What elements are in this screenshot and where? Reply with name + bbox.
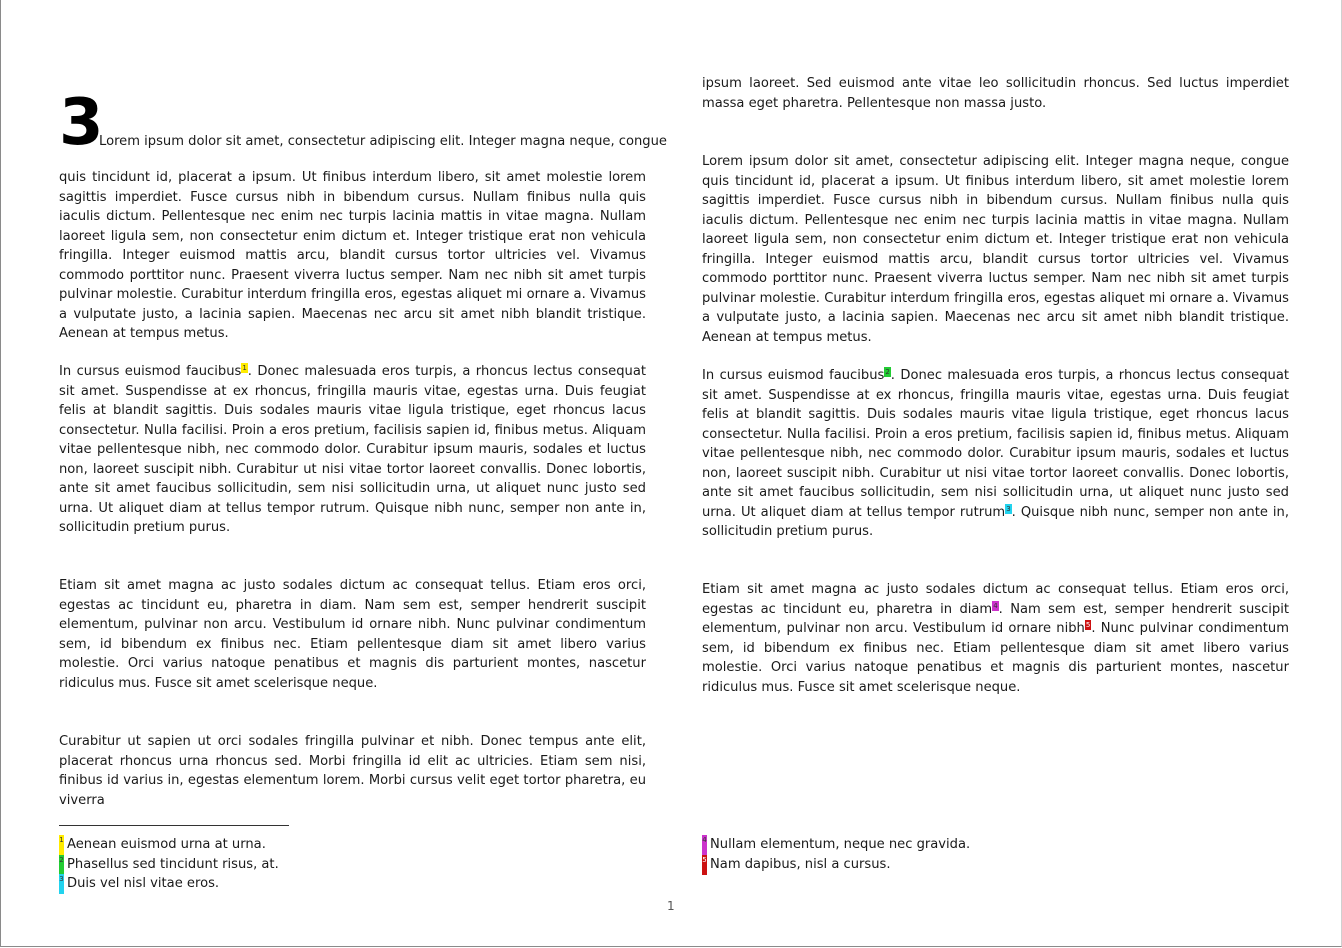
text-run: Etiam sit amet magna ac justo sodales dictum ac consequat tellus. Etiam eros orci, egestas ac tincidunt eu, pharetra in diam [702,582,1289,617]
drop-cap-chapter-number: 3 [59,86,104,160]
page-number: 1 [667,899,675,913]
footnote-4 [702,835,970,855]
footnote-mark[interactable]: 4 [702,835,707,855]
drop-cap-row [59,86,667,160]
text-run: . Quisque nibh nunc, semper non ante in, sollicitudin pretium purus. [702,504,1290,539]
right-footnotes [702,835,970,874]
text-run: In cursus euismod faucibus [702,368,885,383]
footnote-text: Nam dapibus, nisl a cursus. [710,856,891,872]
footnote-text: Phasellus sed tincidunt risus, at. [67,856,279,872]
left-paragraph-2 [59,362,646,538]
paragraph-text [59,362,646,538]
footnote-ref-4[interactable]: 4 [993,601,998,610]
text-run: . Nam sem est, semper hendrerit suscipit elementum, pulvinar non arcu. Vestibulum id ornare nibh [702,601,1289,636]
footnote-text: Duis vel nisl vitae eros. [67,876,220,891]
paragraph-text: quis tincidunt id, placerat a ipsum. Ut finibus interdum libero, sit amet molestie lorem sagittis imperdiet. Fusce cursus nibh in bibendum cursus. Nullam finibus nulla quis iaculis dictum. Pellentesque nec enim nec turpis lacinia mattis in vitae magna. Nullam laoreet ligula sem, non consectetur enim dictum et. Integer tristique erat non vehicula fringilla. Integer euismod mattis arcu, blandit cursus tortor ultricies vel. Vivamus commodo porttitor nunc. Praesent viverra luctus semper. Nam nec nibh sit amet turpis pulvinar molestie. Curabitur interdum fringilla eros, egestas aliquet mi ornare a. Vivamus a vulputate justo, a lacinia sapien. Maecenas nec arcu sit amet nibh blandit tristique. Aenean at tempus metus. [59,170,646,341]
footnote-ref-2[interactable]: 2 [885,368,890,376]
right-paragraph-1 [702,152,1289,347]
right-paragraph-0 [702,74,1289,113]
footnote-separator [59,825,289,826]
right-paragraph-2 [702,366,1289,542]
text-run: . Donec malesuada eros turpis, a rhoncus lectus consequat sit amet. Suspendisse at ex rhoncus, fringilla mauris vitae, egestas urna. Duis feugiat felis at blandit sagittis. Duis sodales mauris vitae ligula tristique, eget rhoncus lacus consectetur. Nulla facilisi. Proin a eros pretium, facilisis sapien id, finibus metus. Aliquam vitae pellentesque nibh, nec commodo dolor. Curabitur ipsum mauris, sodales et luctus non, laoreet suscipit nibh. Curabitur ut nisi vitae tortor laoreet convallis. Donec lobortis, ante sit amet faucibus sollicitudin, sem nisi sollicitudin urna, ut aliquet nunc justo sed urna. Ut aliquet diam at tellus tempor rutrum. Quisque nibh nunc, semper non ante in, sollicitudin pretium purus. [59,364,647,535]
right-paragraph-3 [702,580,1289,697]
footnote-mark[interactable]: 2 [59,855,64,875]
footnote-mark[interactable]: 3 [59,874,64,894]
footnote-2 [59,855,279,875]
text-run: In cursus euismod faucibus [59,364,242,379]
text-run: . Donec malesuada eros turpis, a rhoncus lectus consequat sit amet. Suspendisse at ex rhoncus, fringilla mauris vitae, egestas urna. Duis feugiat felis at blandit sagittis. Duis sodales mauris vitae ligula tristique, eget rhoncus lacus consectetur. Nulla facilisi. Proin a eros pretium, facilisis sapien id, finibus metus. Aliquam vitae pellentesque nibh, nec commodo dolor. Curabitur ipsum mauris, sodales et luctus non, laoreet suscipit nibh. Curabitur ut nisi vitae tortor laoreet convallis. Donec lobortis, ante sit amet faucibus sollicitudin, sem nisi sollicitudin urna, ut aliquet nunc justo sed urna. Ut aliquet diam at tellus tempor rutrum [702,368,1290,520]
footnote-ref-1[interactable]: 1 [242,364,247,372]
footnote-5 [702,855,970,875]
text-run: . Nunc pulvinar condimentum sem, id bibendum ex finibus nec. Etiam pellentesque diam sit amet libero varius molestie. Orci varius natoque penatibus et magnis dis parturient montes, nascetur ridiculus mus. Fusce sit amet scelerisque neque. [702,621,1289,695]
left-footnotes [59,835,279,894]
left-paragraph-1 [59,168,646,344]
footnote-mark[interactable]: 5 [702,855,707,875]
footnote-ref-5[interactable]: 5 [1085,621,1091,629]
first-line: Lorem ipsum dolor sit amet, consectetur adipiscing elit. Integer magna neque, congue [99,134,667,149]
left-paragraph-3 [59,576,646,693]
footnote-text: Nullam elementum, neque nec gravida. [710,837,971,852]
paragraph-text: Curabitur ut sapien ut orci sodales fringilla pulvinar et nibh. Donec tempus ante elit, placerat rhoncus urna rhoncus sed. Morbi fringilla id elit ac ultricies. Etiam sem nisi, finibus id varius in, egestas elementum lorem. Morbi cursus velit eget tortor pharetra, eu viverra [59,734,646,808]
footnote-ref-3[interactable]: 3 [1006,504,1011,513]
paragraph-text: ipsum laoreet. Sed euismod ante vitae leo sollicitudin rhoncus. Sed luctus imperdiet massa eget pharetra. Pellentesque non massa justo. [702,76,1289,111]
footnote-text: Aenean euismod urna at urna. [67,837,266,852]
paragraph-text: Etiam sit amet magna ac justo sodales dictum ac consequat tellus. Etiam eros orci, egestas ac tincidunt eu, pharetra in diam. Nam sem est, semper hendrerit suscipit elementum, pulvinar non arcu. Vestibulum id ornare nibh. Nunc pulvinar condimentum sem, id bibendum ex finibus nec. Etiam pellentesque diam sit amet libero varius molestie. Orci varius natoque penatibus et magnis dis parturient montes, nascetur ridiculus mus. Fusce sit amet scelerisque neque. [59,578,646,691]
paragraph-text [702,580,1289,697]
footnote-3 [59,874,279,894]
footnote-mark[interactable]: 1 [59,835,64,855]
left-paragraph-4 [59,732,646,810]
paragraph-text [702,366,1289,542]
paragraph-text: Lorem ipsum dolor sit amet, consectetur adipiscing elit. Integer magna neque, congue quis tincidunt id, placerat a ipsum. Ut finibus interdum libero, sit amet molestie lorem sagittis imperdiet. Fusce cursus nibh in bibendum cursus. Nullam finibus nulla quis iaculis dictum. Pellentesque nec enim nec turpis lacinia mattis in vitae magna. Nullam laoreet ligula sem, non consectetur enim dictum et. Integer tristique erat non vehicula fringilla. Integer euismod mattis arcu, blandit cursus tortor ultricies vel. Vivamus commodo porttitor nunc. Praesent viverra luctus semper. Nam nec nibh sit amet turpis pulvinar molestie. Curabitur interdum fringilla eros, egestas aliquet mi ornare a. Vivamus a vulputate justo, a lacinia sapien. Maecenas nec arcu sit amet nibh blandit tristique. Aenean at tempus metus. [702,154,1289,345]
footnote-1 [59,835,279,855]
